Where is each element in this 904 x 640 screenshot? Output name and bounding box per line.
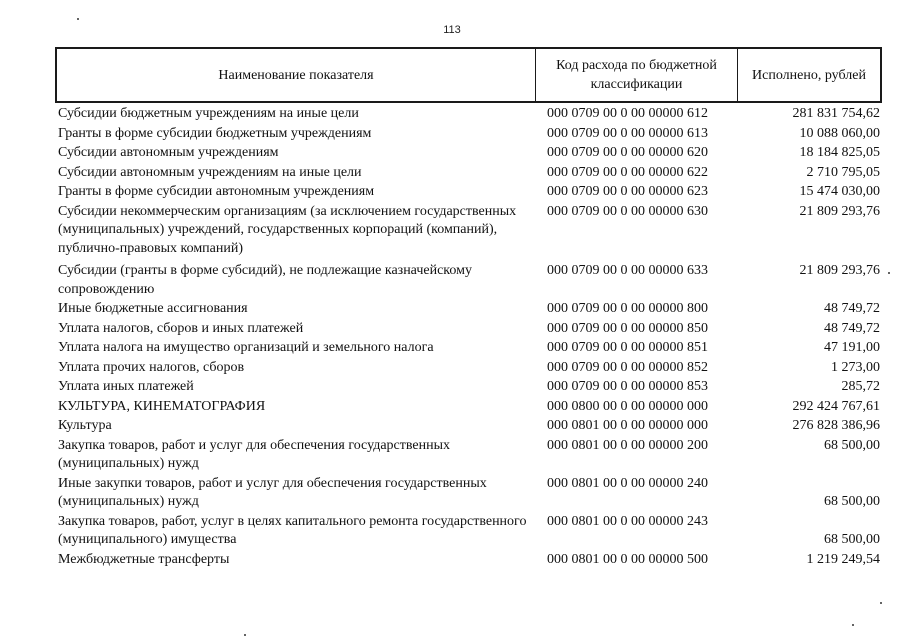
row-code: 000 0801 00 0 00 00000 000 bbox=[547, 418, 708, 433]
row-sum: 47 191,00 bbox=[824, 340, 880, 355]
row-code: 000 0709 00 0 00 00000 851 bbox=[547, 340, 708, 355]
row-name: Межбюджетные трансферты bbox=[58, 551, 230, 567]
header-code-column: Код расхода по бюджетной классификации bbox=[535, 49, 737, 101]
row-sum: 48 749,72 bbox=[824, 320, 880, 336]
header-sum-column: Исполнено, рублей bbox=[737, 49, 880, 101]
row-name: Субсидии некоммерческим организациям (за исключением государственных (муниципальных) учреждений, государственных корпораций (компаний), публично-правовых компаний) bbox=[58, 203, 517, 256]
scan-speck bbox=[888, 272, 890, 274]
table-row bbox=[57, 105, 882, 124]
row-name: Гранты в форме субсидии автономным учреждениям bbox=[58, 184, 375, 199]
row-code: 000 0709 00 0 00 00000 613 bbox=[547, 125, 708, 141]
row-name: Уплата прочих налогов, сборов bbox=[58, 359, 245, 375]
table-row bbox=[57, 359, 882, 378]
row-name: Субсидии автономным учреждениям bbox=[58, 145, 279, 160]
row-sum: 48 749,72 bbox=[824, 301, 880, 316]
scan-speck bbox=[77, 18, 79, 20]
row-code: 000 0709 00 0 00 00000 612 bbox=[547, 106, 708, 121]
row-code: 000 0801 00 0 00 00000 200 bbox=[547, 437, 708, 453]
table-row bbox=[57, 378, 882, 397]
row-code: 000 0709 00 0 00 00000 850 bbox=[547, 320, 708, 336]
row-name: Субсидии автономным учреждениям на иные цели bbox=[58, 164, 362, 180]
row-code: 000 0709 00 0 00 00000 800 bbox=[547, 301, 708, 316]
table-row bbox=[57, 125, 882, 144]
row-code: 000 0709 00 0 00 00000 630 bbox=[547, 203, 708, 219]
table-row bbox=[57, 551, 882, 570]
row-code: 000 0709 00 0 00 00000 623 bbox=[547, 184, 708, 199]
table-row bbox=[57, 164, 882, 183]
table-row bbox=[57, 320, 882, 339]
row-sum: 1 219 249,54 bbox=[806, 551, 880, 567]
row-name: Уплата налога на имущество организаций и земельного налога bbox=[58, 340, 434, 355]
table-header bbox=[55, 47, 882, 103]
row-sum: 10 088 060,00 bbox=[799, 125, 880, 141]
row-code: 000 0709 00 0 00 00000 622 bbox=[547, 164, 708, 180]
table-row bbox=[57, 417, 882, 436]
table-row bbox=[57, 513, 882, 550]
row-code: 000 0800 00 0 00 00000 000 bbox=[547, 398, 708, 414]
row-sum: 281 831 754,62 bbox=[792, 106, 880, 121]
table-row bbox=[57, 300, 882, 319]
row-sum: 68 500,00 bbox=[824, 494, 880, 509]
row-sum: 18 184 825,05 bbox=[799, 145, 880, 160]
row-name: Гранты в форме субсидии бюджетным учреждениям bbox=[58, 125, 372, 141]
row-sum: 21 809 293,76 bbox=[799, 203, 880, 219]
row-name: Закупка товаров, работ и услуг для обеспечения государственных (муниципальных) нужд bbox=[58, 437, 451, 471]
row-name: Закупка товаров, работ, услуг в целях капитального ремонта государственного (муниципального) имущества bbox=[58, 513, 527, 547]
table-row bbox=[57, 262, 882, 299]
row-name: Субсидии бюджетным учреждениям на иные цели bbox=[58, 106, 359, 121]
row-sum: 68 500,00 bbox=[824, 532, 880, 547]
row-code: 000 0801 00 0 00 00000 500 bbox=[547, 551, 708, 567]
table-row bbox=[57, 183, 882, 202]
table-row bbox=[57, 475, 882, 512]
row-code: 000 0709 00 0 00 00000 633 bbox=[547, 263, 708, 278]
row-sum: 21 809 293,76 bbox=[799, 263, 880, 278]
row-code: 000 0801 00 0 00 00000 240 bbox=[547, 475, 708, 491]
row-sum: 68 500,00 bbox=[824, 437, 880, 453]
row-name: Культура bbox=[58, 418, 112, 433]
row-code: 000 0709 00 0 00 00000 853 bbox=[547, 379, 708, 394]
table-row bbox=[57, 437, 882, 474]
row-name: Субсидии (гранты в форме субсидий), не подлежащие казначейскому сопровождению bbox=[58, 263, 472, 297]
table-body bbox=[57, 105, 882, 570]
row-name: Иные бюджетные ассигнования bbox=[58, 301, 248, 316]
table-row bbox=[57, 144, 882, 163]
row-sum: 15 474 030,00 bbox=[799, 184, 880, 199]
row-code: 000 0801 00 0 00 00000 243 bbox=[547, 513, 708, 529]
header-name-column: Наименование показателя bbox=[218, 67, 374, 83]
row-sum: 285,72 bbox=[841, 379, 880, 394]
row-name: Уплата иных платежей bbox=[58, 379, 194, 394]
row-sum: 1 273,00 bbox=[831, 359, 880, 375]
scan-speck bbox=[244, 634, 246, 636]
row-code: 000 0709 00 0 00 00000 852 bbox=[547, 359, 708, 375]
row-sum: 276 828 386,96 bbox=[792, 418, 880, 433]
scan-speck bbox=[852, 624, 854, 626]
table-row bbox=[57, 398, 882, 417]
row-sum: 292 424 767,61 bbox=[792, 398, 880, 414]
row-name: Иные закупки товаров, работ и услуг для обеспечения государственных (муниципальных) нужд bbox=[58, 475, 487, 509]
table-row bbox=[57, 203, 882, 259]
row-code: 000 0709 00 0 00 00000 620 bbox=[547, 145, 708, 160]
page-number: 113 bbox=[443, 24, 461, 36]
row-name: Уплата налогов, сборов и иных платежей bbox=[58, 320, 304, 336]
row-name: КУЛЬТУРА, КИНЕМАТОГРАФИЯ bbox=[58, 398, 266, 414]
table-row bbox=[57, 339, 882, 358]
row-sum: 2 710 795,05 bbox=[806, 164, 880, 180]
scan-speck bbox=[880, 602, 882, 604]
